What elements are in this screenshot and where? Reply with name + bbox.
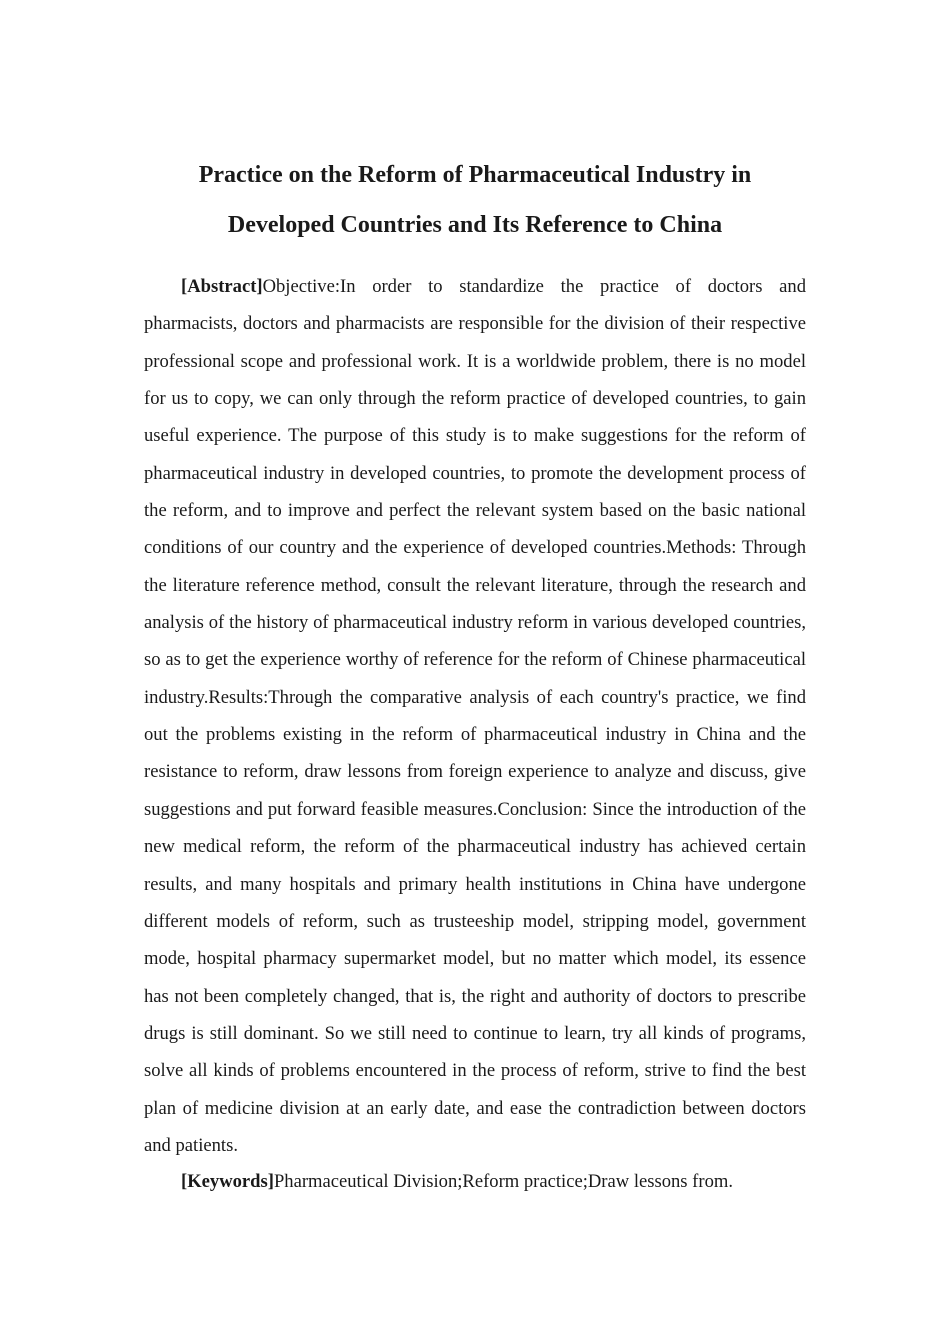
paper-title [144, 150, 806, 250]
abstract-text: Objective:In order to standardize the practice of doctors and pharmacists, doctors and pharmacists are responsible for the division of their respective professional scope and professional work. It is a worldwide problem, there is no model for us to copy, we can only through the reform practice of developed countries, to gain useful experience. The purpose of this study is to make suggestions for the reform of pharmaceutical industry in developed countries, to promote the development process of the reform, and to improve and perfect the relevant system based on the basic national conditions of our country and the experience of developed countries.Methods: Through the literature reference method, consult the relevant literature, through the research and analysis of the history of pharmaceutical industry reform in various developed countries, so as to get the experience worthy of reference for the reform of Chinese pharmaceutical industry.Results:Through the comparative analysis of each country's practice, we find out the problems existing in the reform of pharmaceutical industry in China and the resistance to reform, draw lessons from foreign experience to analyze and discuss, give suggestions and put forward feasible measures.Conclusion: Since the introduction of the new medical reform, the reform of the pharmaceutical industry has achieved certain results, and many hospitals and primary health institutions in China have undergone different models of reform, such as trusteeship model, stripping model, government mode, hospital pharmacy supermarket model, but no matter which model, its essence has not been completely changed, that is, the right and authority of doctors to prescribe drugs is still dominant. So we still need to continue to learn, try all kinds of programs, solve all kinds of problems encountered in the process of reform, strive to find the best plan of medicine division at an early date, and ease the contradiction between doctors and patients. [144, 276, 806, 1156]
title-line-2: Developed Countries and Its Reference to China [227, 212, 723, 238]
keywords-label: [Keywords] [181, 1171, 274, 1192]
abstract-paragraph [144, 268, 806, 1164]
keywords-paragraph [144, 1163, 806, 1200]
title-line-1: Practice on the Reform of Pharmaceutical Industry in [198, 162, 752, 188]
abstract-label: [Abstract] [181, 276, 263, 297]
keywords-text: Pharmaceutical Division;Reform practice;Draw lessons from. [273, 1171, 733, 1192]
